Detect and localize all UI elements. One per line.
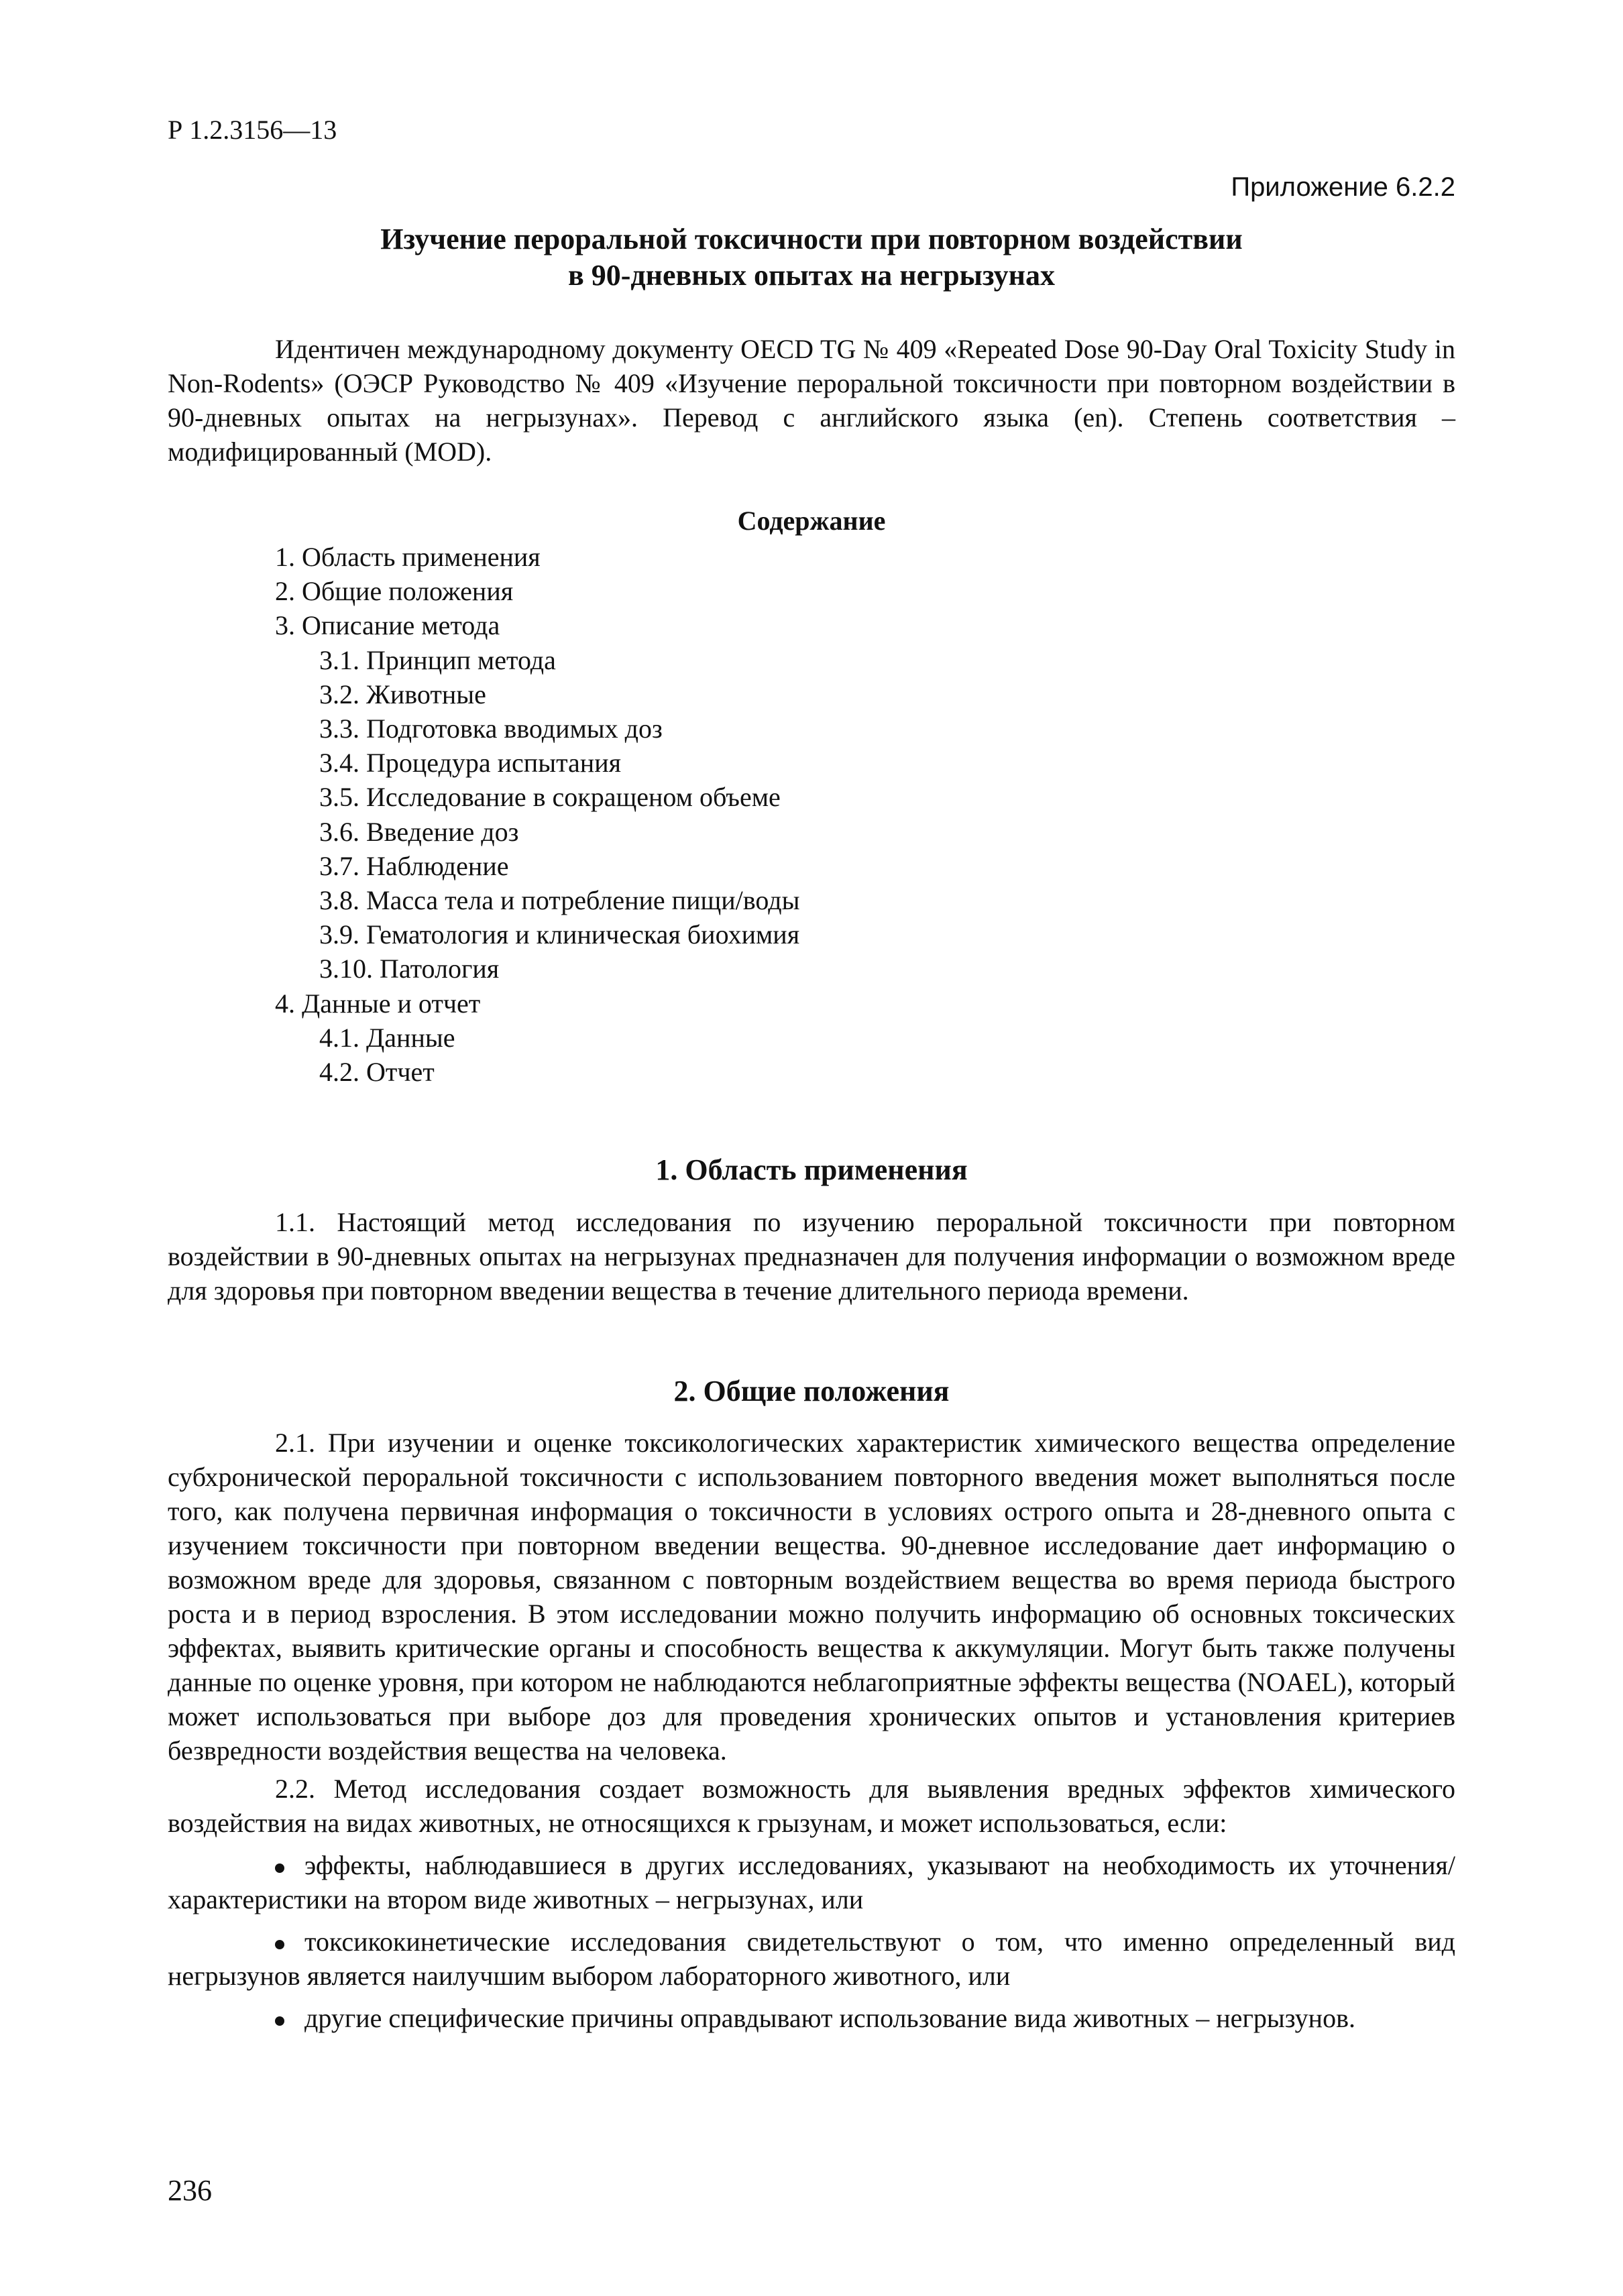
toc-item: 3.1. Принцип метода xyxy=(319,644,556,675)
toc-title: Содержание xyxy=(737,506,886,536)
toc-item: 3.4. Процедура испытания xyxy=(319,748,621,779)
toc-item: 4.2. Отчет xyxy=(319,1057,435,1088)
toc-item: 4. Данные и отчет xyxy=(275,988,481,1019)
section-1-heading: 1. Область применения xyxy=(655,1153,968,1186)
document-code: Р 1.2.3156—13 xyxy=(168,115,337,145)
toc-item: 3.10. Патология xyxy=(319,954,500,984)
intro-paragraph: Идентичен международному документу OECD TG № 409 «Repeated Dose 90-Day Oral Toxicity Study in Non-Rodents» (ОЭСР Руководство № 409 «Изучение пероральной токсичности при повторном воздействии в 90-дневных опытах на негрызунах». Перевод с английского языка (en). Степень соответствия – модифицированный (MOD). xyxy=(168,334,1455,467)
toc-item: 1. Область применения xyxy=(275,542,541,572)
bullet-item xyxy=(168,2001,1455,2035)
toc-item: 3.5. Исследование в сокращеном объеме xyxy=(319,782,781,813)
section-2-body xyxy=(168,1426,1455,2035)
toc-item: 4.1. Данные xyxy=(319,1022,455,1053)
table-of-contents xyxy=(275,540,799,1089)
toc-item: 3.6. Введение доз xyxy=(319,816,519,847)
section-2-paragraph-2: 2.2. Метод исследования создает возможность для выявления вредных эффектов химического воздействия на видах животных, не относящихся к грызунам, и может использоваться, если: xyxy=(168,1774,1455,1838)
section-2-heading: 2. Общие положения xyxy=(673,1375,950,1408)
bullet-text: токсикокинетические исследования свидетельствуют о том, что именно определенный вид негрызунов является наилучшим выбором лабораторного животного, или xyxy=(168,1927,1455,1991)
page-number: 236 xyxy=(168,2174,212,2207)
bullet-text: другие специфические причины оправдывают использование вида животных – негрызунов. xyxy=(304,2003,1355,2033)
appendix-label: Приложение 6.2.2 xyxy=(1231,172,1455,202)
bullet-icon xyxy=(275,1848,288,1861)
bullet-icon xyxy=(275,1925,288,1938)
section-1-paragraph-1: 1.1. Настоящий метод исследования по изучению пероральной токсичности при повторном воздействии в 90-дневных опытах на негрызунах предназначен для получения информации о возможном вреде для здоровья при повторном введении вещества в течение длительного периода времени. xyxy=(168,1207,1455,1306)
section-2-paragraph-1: 2.1. При изучении и оценке токсикологических характеристик химического вещества определение субхронической пероральной токсичности с использованием повторного введения может выполняться после того, как получена первичная информация о токсичности в условиях острого опыта и 28-дневного опыта с изучением токсичности при повторном введении вещества. 90-дневное исследование дает информацию о возможном вреде для здоровья, связанном с повторным воздействием вещества во время периода быстрого роста и в период взросления. В этом исследовании можно получить информацию об основных токсических эффектах, выявить критические органы и способность вещества к аккумуляции. Могут быть также получены данные по оценке уровня, при котором не наблюдаются неблагоприятные эффекты вещества (NOAEL), который может использоваться при выборе доз для проведения хронических опытов и установления критериев безвредности воздействия вещества на человека. xyxy=(168,1428,1455,1766)
document-title xyxy=(168,221,1455,294)
bullet-item xyxy=(168,1925,1455,1993)
bullet-item xyxy=(168,1848,1455,1916)
toc-item: 3.2. Животные xyxy=(319,679,486,709)
title-line-1: Изучение пероральной токсичности при повторном воздействии xyxy=(380,223,1243,255)
toc-item: 3. Описание метода xyxy=(275,610,500,641)
bullet-icon xyxy=(275,2001,288,2014)
bullet-text: эффекты, наблюдавшиеся в других исследованиях, указывают на необходимость их уточнения/характеристики на втором виде животных – негрызунах, или xyxy=(168,1850,1455,1914)
bullet-list xyxy=(168,1848,1455,2035)
toc-item: 2. Общие положения xyxy=(275,576,514,607)
intro-block xyxy=(168,332,1455,469)
title-line-2: в 90-дневных опытах на негрызунах xyxy=(567,259,1056,292)
toc-item: 3.9. Гематология и клиническая биохимия xyxy=(319,919,800,950)
toc-item: 3.7. Наблюдение xyxy=(319,850,509,881)
section-1-body xyxy=(168,1205,1455,1308)
toc-item: 3.8. Масса тела и потребление пищи/воды xyxy=(319,885,800,916)
toc-item: 3.3. Подготовка вводимых доз xyxy=(319,713,663,744)
